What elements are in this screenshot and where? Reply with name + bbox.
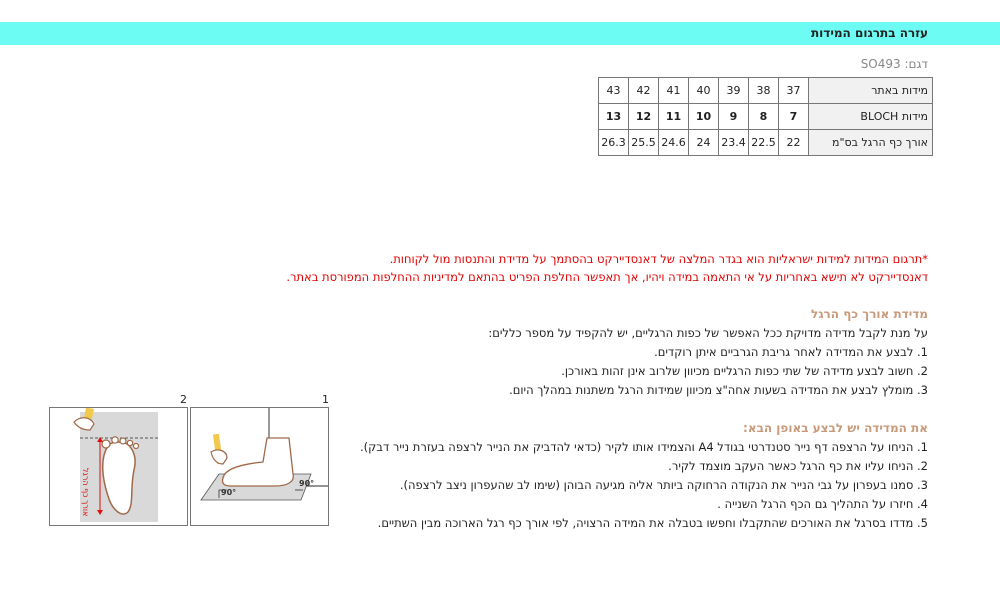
table-row bbox=[599, 130, 933, 156]
step-item: 5. מדדו בסרגל את האורכים שהתקבלו וחפשו בטבלה את המידה הרצויה, לפי אורך כף רגל הארוכה מבין השתיים. bbox=[377, 516, 928, 530]
table-cell: 39 bbox=[719, 78, 749, 104]
rule-item: 3. מומלץ לבצע את המדידה בשעות אחה"צ מכיוון שמידות הרגל משתנות במהלך היום. bbox=[509, 383, 928, 397]
table-row bbox=[599, 78, 933, 104]
table-cell: 26.3 bbox=[599, 130, 629, 156]
figure-1-side-view bbox=[190, 407, 329, 526]
table-cell: 12 bbox=[629, 104, 659, 130]
table-cell: 37 bbox=[779, 78, 809, 104]
measure-title: מדידת אורך כף הרגל bbox=[810, 307, 928, 321]
table-cell: 38 bbox=[749, 78, 779, 104]
model-line bbox=[861, 57, 928, 71]
row-label: אורך כף הרגל בס"מ bbox=[809, 130, 933, 156]
rule-item: 1. לבצע את המדידה לאחר גריבת הגרביים איתן רוקדים. bbox=[654, 345, 928, 359]
size-table bbox=[598, 77, 933, 156]
table-cell: 8 bbox=[749, 104, 779, 130]
table-cell: 23.4 bbox=[719, 130, 749, 156]
figure-2-foot-outline bbox=[49, 407, 188, 526]
angle-label: 90° bbox=[221, 488, 237, 497]
foot-outline-icon bbox=[50, 408, 187, 525]
angle-label: 90° bbox=[299, 479, 315, 488]
step-item: 2. הניחו עליו את כף הרגל כאשר העקב מוצמד לקיר. bbox=[668, 459, 928, 473]
model-label: דגם: bbox=[904, 57, 928, 71]
table-row bbox=[599, 104, 933, 130]
table-cell: 13 bbox=[599, 104, 629, 130]
disclaimer-line-1: *תרגום המידות למידות ישראליות הוא בגדר המלצה של דאנסדיירקט בהסתמך על מדידת והתנסות מול לקוחות. bbox=[389, 252, 928, 266]
measure-intro: על מנת לקבל מדידה מדויקת ככל האפשר של כפות הרגליים, יש להקפיד על מספר כללים: bbox=[488, 326, 928, 340]
table-cell: 25.5 bbox=[629, 130, 659, 156]
disclaimer-line-2: דאנסדיירקט לא תישא באחריות על אי התאמה במידה ויהיו, אך תאפשר החלפת הפריט בהתאם למדיניות ההחלפות המפורסת באתר. bbox=[286, 270, 928, 284]
table-cell: 43 bbox=[599, 78, 629, 104]
table-cell: 9 bbox=[719, 104, 749, 130]
header-bar bbox=[0, 22, 1000, 45]
page-title: עזרה בתרגום המידות bbox=[810, 26, 928, 40]
row-label: מידות באתר bbox=[809, 78, 933, 104]
foot-length-label: אורך כף הרגל bbox=[81, 468, 90, 517]
step-item: 1. הניחו על הרצפה דף נייר סטנדרטי בגודל A4 והצמידו אותו לקיר (כדאי להדביק את הנייר לרצפה בעזרת נייר דבק). bbox=[360, 440, 928, 454]
foot-side-view-icon bbox=[191, 408, 328, 525]
rule-item: 2. חשוב לבצע מדידה של שתי כפות הרגליים מכיוון שלרוב אינן זהות באורכן. bbox=[561, 364, 928, 378]
table-cell: 10 bbox=[689, 104, 719, 130]
howto-title: את המדידה יש לבצע באופן הבא: bbox=[743, 421, 928, 435]
model-code: SO493 bbox=[860, 57, 901, 71]
row-label: מידות BLOCH bbox=[809, 104, 933, 130]
step-item: 4. חיזרו על התהליך גם הכף הרגל השנייה . bbox=[717, 497, 928, 511]
table-cell: 24 bbox=[689, 130, 719, 156]
table-cell: 41 bbox=[659, 78, 689, 104]
figure-1-number: 1 bbox=[322, 393, 329, 406]
table-cell: 22 bbox=[779, 130, 809, 156]
figure-2-number: 2 bbox=[180, 393, 187, 406]
table-cell: 24.6 bbox=[659, 130, 689, 156]
table-cell: 42 bbox=[629, 78, 659, 104]
table-cell: 22.5 bbox=[749, 130, 779, 156]
step-item: 3. סמנו בעפרון על גבי הנייר את הנקודה הרחוקה ביותר אליה מגיעה הבוהן (שימו לב שהעפרון ניצב לרצפה). bbox=[399, 478, 928, 492]
table-cell: 7 bbox=[779, 104, 809, 130]
table-cell: 40 bbox=[689, 78, 719, 104]
table-cell: 11 bbox=[659, 104, 689, 130]
